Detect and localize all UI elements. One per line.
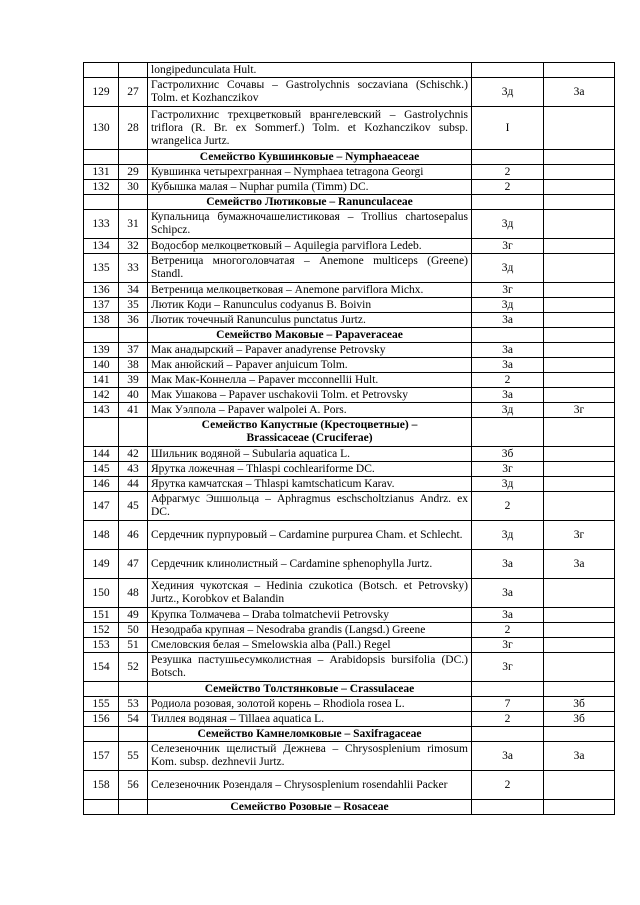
empty-cell	[472, 682, 544, 697]
empty-cell	[544, 727, 615, 742]
row-number: 133	[84, 210, 119, 239]
species-name: Резушка пастушьесумколистная – Arabidopsis bursifolia (DC.) Botsch.	[148, 653, 472, 682]
empty-cell	[472, 727, 544, 742]
row-number: 147	[84, 492, 119, 521]
empty-cell	[544, 800, 615, 815]
status-category-1: 2	[472, 712, 544, 727]
species-name: Шильник водяной – Subularia aquatica L.	[148, 447, 472, 462]
species-table	[83, 62, 615, 815]
status-category-1: 2	[472, 771, 544, 800]
species-name: Смеловския белая – Smelowskia alba (Pall.) Regel	[148, 638, 472, 653]
species-name: Гастролихнис Сочавы – Gastrolychnis soczaviana (Schischk.) Tolm. et Kozhanczikov	[148, 78, 472, 107]
row-number: 138	[84, 313, 119, 328]
status-category-1: 3г	[472, 239, 544, 254]
family-heading: Семейство Камнеломковые – Saxifragaceae	[148, 727, 472, 742]
species-name: Тиллея водяная – Tillaea aquatica L.	[148, 712, 472, 727]
row-number: 130	[84, 107, 119, 150]
species-name: Мак анадырский – Papaver anadyrense Petrovsky	[148, 343, 472, 358]
family-heading: Семейство Розовые – Rosaceae	[148, 800, 472, 815]
row-number: 144	[84, 447, 119, 462]
species-name: Ярутка камчатская – Thlaspi kamtschaticum Karav.	[148, 477, 472, 492]
family-number: 28	[119, 107, 148, 150]
status-category-2	[544, 653, 615, 682]
family-number: 38	[119, 358, 148, 373]
status-category-1: 3г	[472, 653, 544, 682]
empty-cell	[472, 150, 544, 165]
family-header-row	[84, 195, 615, 210]
table-row	[84, 283, 615, 298]
empty-cell	[119, 328, 148, 343]
table-row	[84, 358, 615, 373]
family-heading-line: Brassicaceae (Cruciferae)	[246, 432, 373, 444]
table-row	[84, 550, 615, 579]
empty-cell	[544, 682, 615, 697]
empty-cell	[119, 800, 148, 815]
row-number: 153	[84, 638, 119, 653]
family-number: 42	[119, 447, 148, 462]
family-header-row	[84, 328, 615, 343]
status-category-2	[544, 477, 615, 492]
empty-cell	[84, 150, 119, 165]
row-number: 140	[84, 358, 119, 373]
status-category-1: 2	[472, 373, 544, 388]
family-number: 35	[119, 298, 148, 313]
empty-cell	[544, 150, 615, 165]
row-number: 131	[84, 165, 119, 180]
family-number: 54	[119, 712, 148, 727]
status-category-1	[472, 63, 544, 78]
species-name: Мак Ушакова – Papaver uschakovii Tolm. et Petrovsky	[148, 388, 472, 403]
status-category-2	[544, 638, 615, 653]
family-number: 50	[119, 623, 148, 638]
status-category-1: 3г	[472, 462, 544, 477]
species-name: Мак анюйский – Papaver anjuicum Tolm.	[148, 358, 472, 373]
status-category-2	[544, 239, 615, 254]
species-name: Незодраба крупная – Nesodraba grandis (Langsd.) Greene	[148, 623, 472, 638]
status-category-1: 3а	[472, 579, 544, 608]
table-row	[84, 254, 615, 283]
row-number: 150	[84, 579, 119, 608]
table-row	[84, 653, 615, 682]
table-row	[84, 403, 615, 418]
status-category-2	[544, 462, 615, 477]
status-category-2: 3г	[544, 521, 615, 550]
table-row	[84, 373, 615, 388]
family-header-row	[84, 682, 615, 697]
table-row	[84, 579, 615, 608]
family-number: 53	[119, 697, 148, 712]
row-number: 158	[84, 771, 119, 800]
table-row	[84, 165, 615, 180]
empty-cell	[84, 800, 119, 815]
family-header-row	[84, 800, 615, 815]
family-number: 56	[119, 771, 148, 800]
status-category-2	[544, 343, 615, 358]
family-heading: Семейство Толстянковые – Crassulaceae	[148, 682, 472, 697]
family-header-row	[84, 418, 615, 447]
species-name: Лютик точечный Ranunculus punctatus Jurtz.	[148, 313, 472, 328]
species-name: Афрагмус Эшшольца – Aphragmus eschscholtzianus Andrz. ex DC.	[148, 492, 472, 521]
row-number: 142	[84, 388, 119, 403]
family-number: 45	[119, 492, 148, 521]
table-row	[84, 63, 615, 78]
row-number: 154	[84, 653, 119, 682]
empty-cell	[119, 682, 148, 697]
species-name: Ветреница многоголовчатая – Anemone multiceps (Greene) Standl.	[148, 254, 472, 283]
status-category-1: 3д	[472, 210, 544, 239]
empty-cell	[544, 328, 615, 343]
empty-cell	[544, 195, 615, 210]
family-number: 40	[119, 388, 148, 403]
table-row	[84, 623, 615, 638]
status-category-2	[544, 373, 615, 388]
species-name: Сердечник пурпуровый – Cardamine purpurea Cham. et Schlecht.	[148, 521, 472, 550]
status-category-2: 3а	[544, 550, 615, 579]
row-number: 141	[84, 373, 119, 388]
status-category-2: 3а	[544, 742, 615, 771]
empty-cell	[84, 418, 119, 447]
species-table-body	[84, 63, 615, 815]
status-category-2	[544, 579, 615, 608]
family-number: 48	[119, 579, 148, 608]
status-category-2	[544, 63, 615, 78]
family-number: 51	[119, 638, 148, 653]
family-number: 52	[119, 653, 148, 682]
species-name: Водосбор мелкоцветковый – Aquilegia parviflora Ledeb.	[148, 239, 472, 254]
status-category-1: 3д	[472, 78, 544, 107]
empty-cell	[472, 195, 544, 210]
table-row	[84, 180, 615, 195]
family-number	[119, 63, 148, 78]
row-number: 137	[84, 298, 119, 313]
family-number: 30	[119, 180, 148, 195]
status-category-1: 3а	[472, 742, 544, 771]
family-number: 55	[119, 742, 148, 771]
status-category-1: 3а	[472, 343, 544, 358]
species-name: Ветреница мелкоцветковая – Anemone parviflora Michx.	[148, 283, 472, 298]
species-name: Селезеночник Розендаля – Chrysosplenium rosendahlii Packer	[148, 771, 472, 800]
family-number: 49	[119, 608, 148, 623]
status-category-1: 3б	[472, 447, 544, 462]
table-row	[84, 447, 615, 462]
empty-cell	[84, 328, 119, 343]
status-category-2	[544, 283, 615, 298]
status-category-2	[544, 358, 615, 373]
status-category-2	[544, 447, 615, 462]
row-number: 151	[84, 608, 119, 623]
family-heading: Семейство Лютиковые – Ranunculaceae	[148, 195, 472, 210]
status-category-1: 3д	[472, 521, 544, 550]
family-number: 29	[119, 165, 148, 180]
species-name: longipedunculata Hult.	[148, 63, 472, 78]
status-category-2: 3г	[544, 403, 615, 418]
family-number: 31	[119, 210, 148, 239]
table-row	[84, 78, 615, 107]
table-row	[84, 107, 615, 150]
status-category-1: I	[472, 107, 544, 150]
empty-cell	[84, 727, 119, 742]
row-number	[84, 63, 119, 78]
family-header-row	[84, 150, 615, 165]
row-number: 155	[84, 697, 119, 712]
status-category-1: 2	[472, 492, 544, 521]
empty-cell	[119, 150, 148, 165]
status-category-2	[544, 254, 615, 283]
empty-cell	[472, 328, 544, 343]
species-name: Селезеночник щелистый Дежнева – Chrysosplenium rimosum Kom. subsp. dezhnevii Jurtz.	[148, 742, 472, 771]
table-row	[84, 313, 615, 328]
status-category-1: 3д	[472, 477, 544, 492]
empty-cell	[119, 195, 148, 210]
status-category-2	[544, 298, 615, 313]
status-category-1: 3а	[472, 608, 544, 623]
family-number: 47	[119, 550, 148, 579]
row-number: 139	[84, 343, 119, 358]
family-number: 37	[119, 343, 148, 358]
status-category-1: 3д	[472, 298, 544, 313]
empty-cell	[84, 195, 119, 210]
empty-cell	[472, 418, 544, 447]
family-number: 34	[119, 283, 148, 298]
status-category-2	[544, 608, 615, 623]
table-row	[84, 210, 615, 239]
family-heading-line: Семейство Капустные (Крестоцветные) –	[201, 419, 418, 431]
status-category-2	[544, 492, 615, 521]
species-name: Хединия чукотская – Hedinia czukotica (Botsch. et Petrovsky) Jurtz., Korobkov et Balandin	[148, 579, 472, 608]
status-category-2	[544, 313, 615, 328]
row-number: 156	[84, 712, 119, 727]
status-category-1: 3а	[472, 388, 544, 403]
family-heading: Семейство Маковые – Papaveraceae	[148, 328, 472, 343]
row-number: 132	[84, 180, 119, 195]
status-category-2	[544, 180, 615, 195]
table-row	[84, 608, 615, 623]
table-row	[84, 712, 615, 727]
family-number: 27	[119, 78, 148, 107]
row-number: 136	[84, 283, 119, 298]
family-number: 44	[119, 477, 148, 492]
table-row	[84, 492, 615, 521]
row-number: 143	[84, 403, 119, 418]
row-number: 152	[84, 623, 119, 638]
status-category-2	[544, 623, 615, 638]
species-name: Родиола розовая, золотой корень – Rhodiola rosea L.	[148, 697, 472, 712]
table-row	[84, 697, 615, 712]
species-name: Купальница бумажночашелистиковая – Trollius chartosepalus Schipcz.	[148, 210, 472, 239]
table-row	[84, 477, 615, 492]
family-number: 39	[119, 373, 148, 388]
status-category-2	[544, 388, 615, 403]
status-category-1: 3а	[472, 358, 544, 373]
status-category-2: 3а	[544, 78, 615, 107]
family-heading: Семейство Кувшинковые – Nymphaeaceae	[148, 150, 472, 165]
table-row	[84, 462, 615, 477]
status-category-2	[544, 771, 615, 800]
status-category-1: 3д	[472, 403, 544, 418]
family-number: 46	[119, 521, 148, 550]
row-number: 157	[84, 742, 119, 771]
species-name: Гастролихнис трехцветковый врангелевский – Gastrolychnis triflora (R. Br. ex Sommerf.) Tolm. et Kozhanczikov subsp. wrangelica Jurtz.	[148, 107, 472, 150]
status-category-1: 3г	[472, 283, 544, 298]
family-number: 41	[119, 403, 148, 418]
status-category-2: 3б	[544, 712, 615, 727]
table-row	[84, 638, 615, 653]
empty-cell	[119, 418, 148, 447]
species-name: Мак Уэлпола – Papaver walpolei A. Pors.	[148, 403, 472, 418]
empty-cell	[84, 682, 119, 697]
status-category-1: 3д	[472, 254, 544, 283]
row-number: 129	[84, 78, 119, 107]
row-number: 146	[84, 477, 119, 492]
family-number: 36	[119, 313, 148, 328]
species-name: Кубышка малая – Nuphar pumila (Timm) DC.	[148, 180, 472, 195]
row-number: 145	[84, 462, 119, 477]
table-row	[84, 521, 615, 550]
status-category-1: 7	[472, 697, 544, 712]
table-row	[84, 298, 615, 313]
family-number: 33	[119, 254, 148, 283]
table-row	[84, 343, 615, 358]
species-name: Лютик Коди – Ranunculus codyanus B. Boivin	[148, 298, 472, 313]
status-category-2	[544, 210, 615, 239]
empty-cell	[544, 418, 615, 447]
species-name: Мак Мак-Коннелла – Papaver mcconnellii Hult.	[148, 373, 472, 388]
table-row	[84, 239, 615, 254]
status-category-2	[544, 107, 615, 150]
family-header-row	[84, 727, 615, 742]
row-number: 149	[84, 550, 119, 579]
status-category-2	[544, 165, 615, 180]
family-number: 43	[119, 462, 148, 477]
empty-cell	[119, 727, 148, 742]
empty-cell	[472, 800, 544, 815]
status-category-2: 3б	[544, 697, 615, 712]
status-category-1: 3а	[472, 313, 544, 328]
status-category-1: 3а	[472, 550, 544, 579]
table-row	[84, 742, 615, 771]
row-number: 135	[84, 254, 119, 283]
table-row	[84, 771, 615, 800]
row-number: 134	[84, 239, 119, 254]
status-category-1: 2	[472, 180, 544, 195]
row-number: 148	[84, 521, 119, 550]
species-name: Ярутка ложечная – Thlaspi cochleariforme DC.	[148, 462, 472, 477]
species-name: Кувшинка четырехгранная – Nymphaea tetragona Georgi	[148, 165, 472, 180]
family-heading	[148, 418, 472, 447]
status-category-1: 2	[472, 165, 544, 180]
table-row	[84, 388, 615, 403]
family-number: 32	[119, 239, 148, 254]
status-category-1: 2	[472, 623, 544, 638]
species-name: Сердечник клинолистный – Cardamine sphenophylla Jurtz.	[148, 550, 472, 579]
status-category-1: 3г	[472, 638, 544, 653]
species-name: Крупка Толмачева – Draba tolmatchevii Petrovsky	[148, 608, 472, 623]
